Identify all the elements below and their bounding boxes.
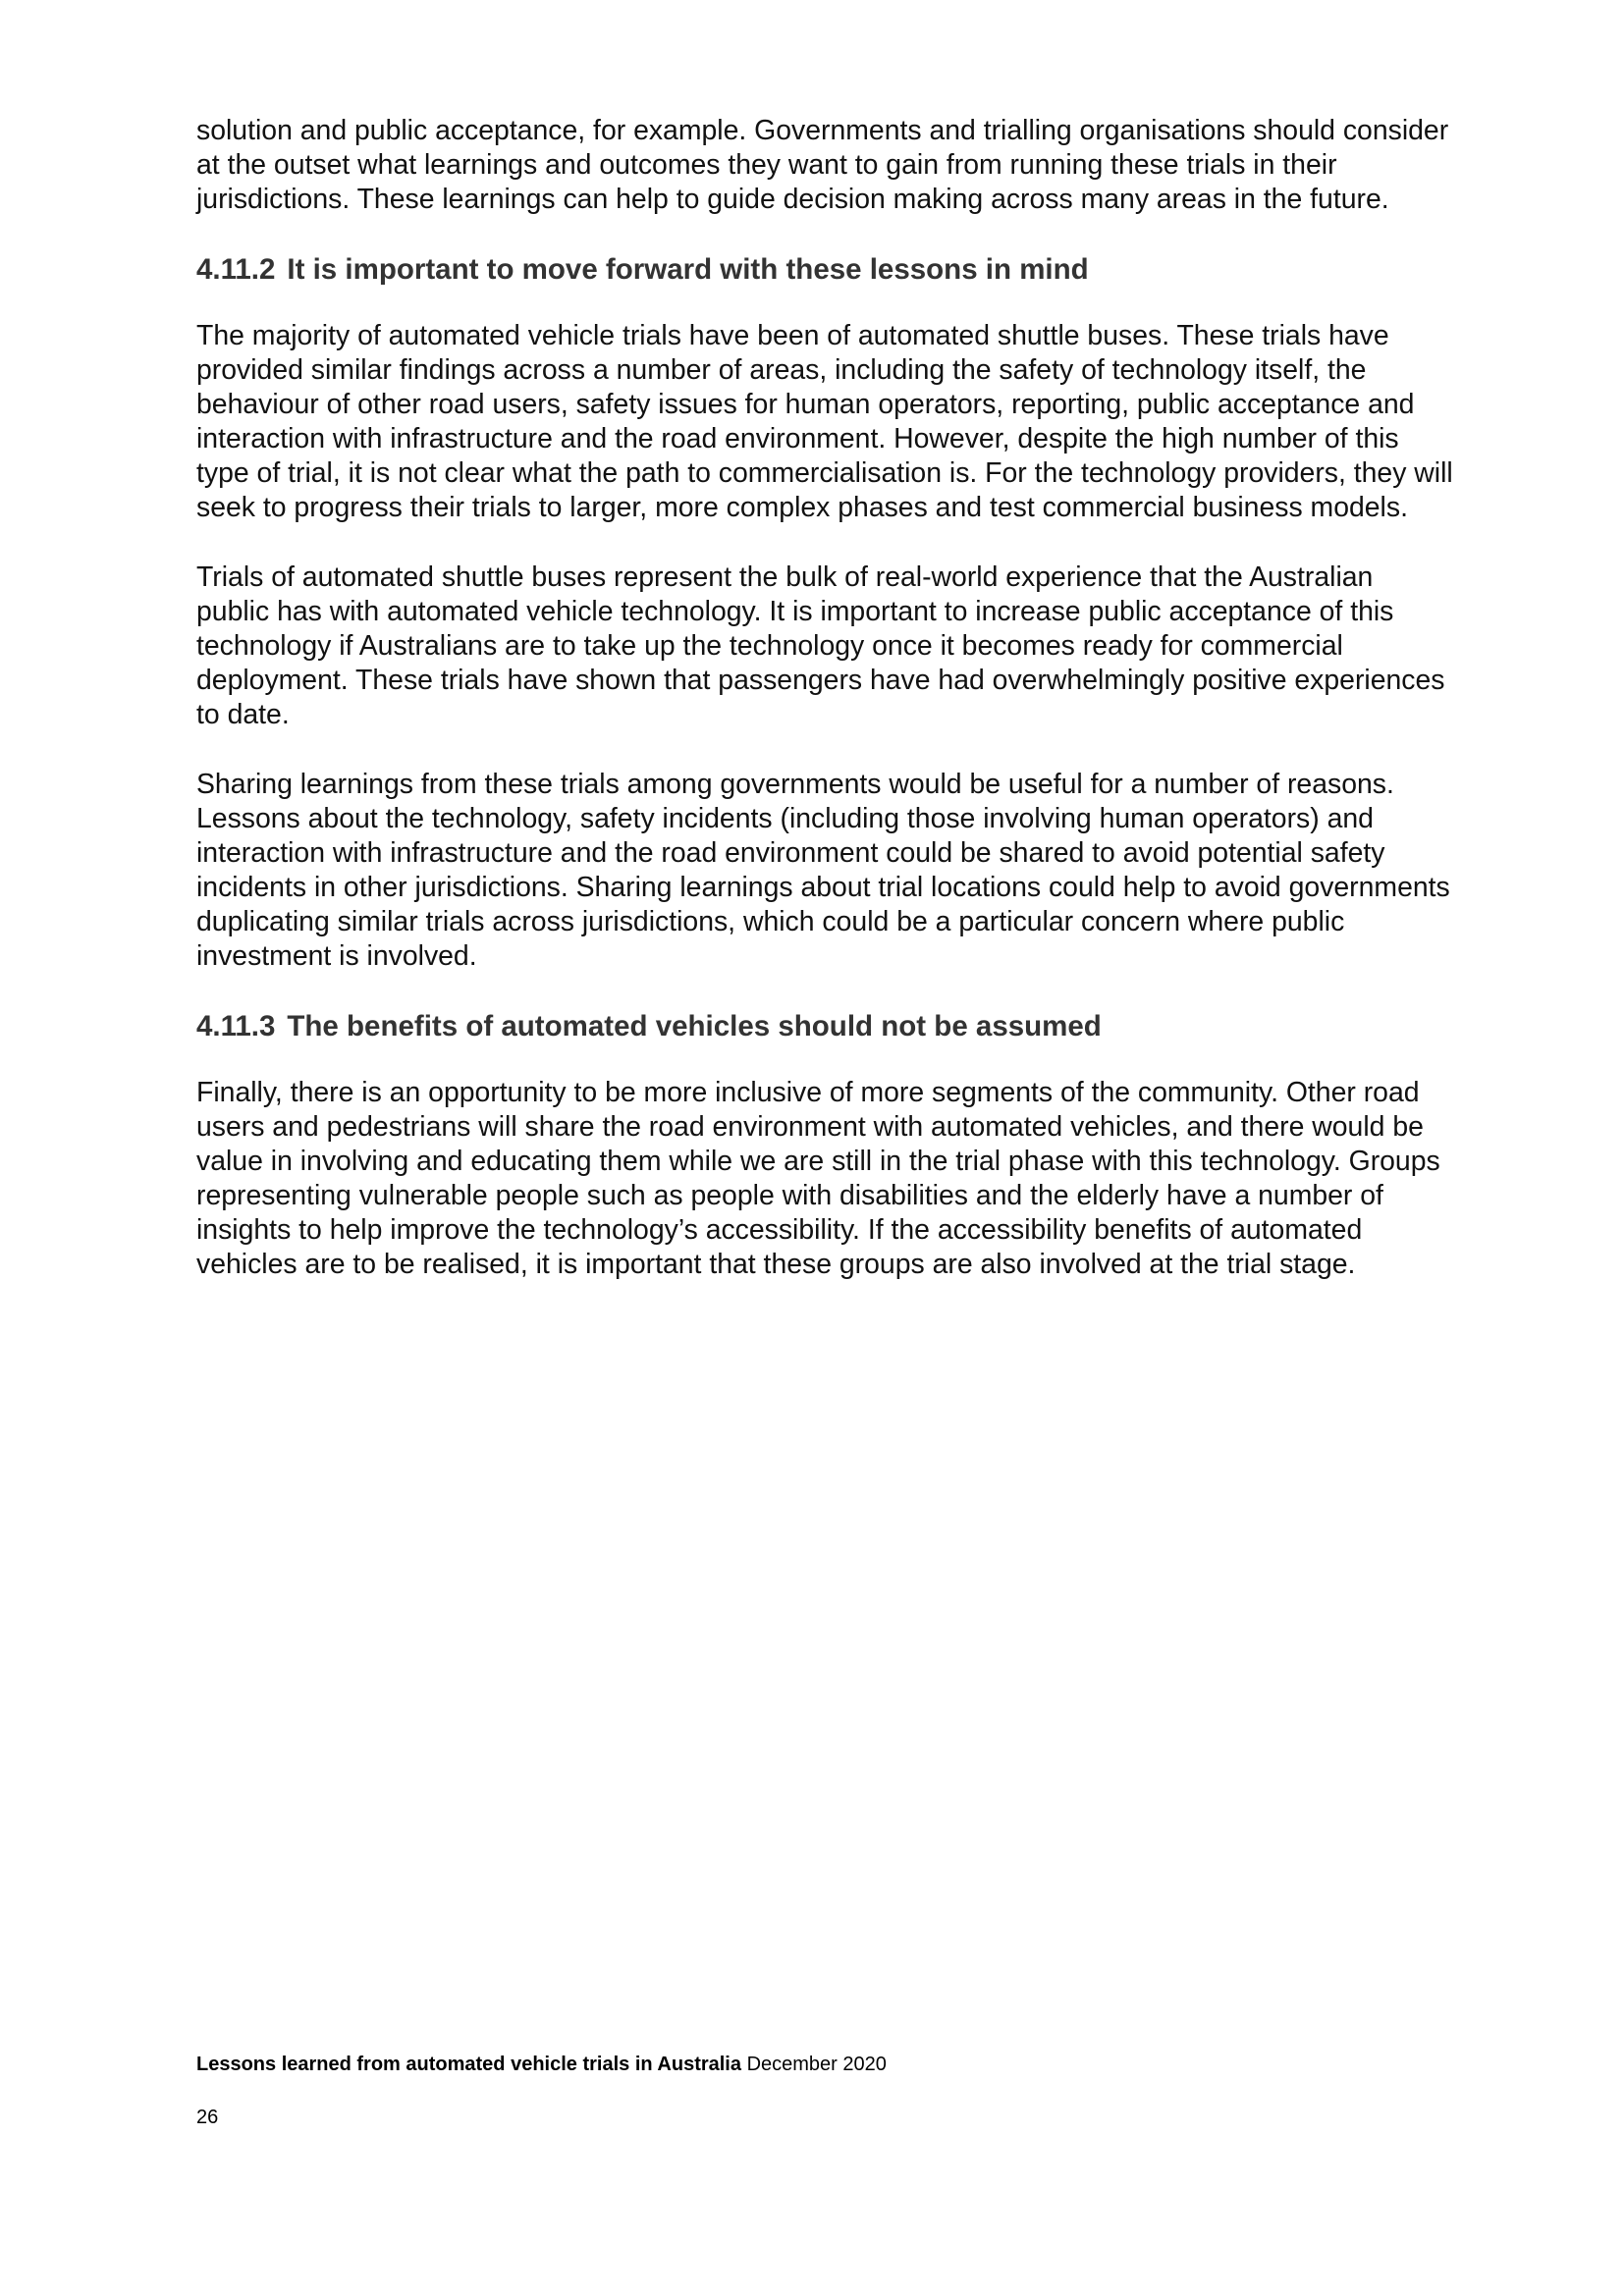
section-number: 4.11.2 [196, 253, 276, 286]
footer [196, 2053, 887, 2076]
footer-date: December 2020 [746, 2054, 887, 2075]
paragraph-inclusion: Finally, there is an opportunity to be more inclusive of more segments of the community. Other road users and pedestrians will share the road environment with automated vehicles, and there would be value in involving and educating them while we are still in the trial phase with this technology. Groups representing vulnerable people such as people with disabilities and the elderly have a number of insights to help improve the technology’s accessibility. If the accessibility benefits of automated vehicles are to be realised, it is important that these groups are also involved at the trial stage. [196, 1077, 1440, 1280]
paragraph-public-experience: Trials of automated shuttle buses represent the bulk of real-world experience that the Australian public has with automated vehicle technology. It is important to increase public acceptance of this technology if Australians are to take up the technology once it becomes ready for commercial deployment. These trials have shown that passengers have had overwhelmingly positive experiences to date. [196, 561, 1445, 730]
paragraph-intro: solution and public acceptance, for example. Governments and trialling organisations should consider at the outset what learnings and outcomes they want to gain from running these trials in their jurisdictions. These learnings can help to guide decision making across many areas in the future. [196, 115, 1449, 215]
section-title: It is important to move forward with these lessons in mind [287, 253, 1089, 286]
paragraph-sharing-learnings: Sharing learnings from these trials among governments would be useful for a number of reasons. Lessons about the technology, safety incidents (including those involving human operators) and interaction with infrastructure and the road environment could be shared to avoid potential safety incidents in other jurisdictions. Sharing learnings about trial locations could help to avoid governments duplicating similar trials across jurisdictions, which could be a particular concern where public investment is involved. [196, 769, 1450, 972]
section-number: 4.11.3 [196, 1010, 276, 1042]
section-heading-4-11-2 [196, 252, 1453, 287]
document-page [196, 114, 1453, 1317]
page-number: 26 [196, 2107, 219, 2128]
paragraph-shuttle-trials: The majority of automated vehicle trials have been of automated shuttle buses. These trials have provided similar findings across a number of areas, including the safety of technology itself, the behaviour of other road users, safety issues for human operators, reporting, public acceptance and interaction with infrastructure and the road environment. However, despite the high number of this type of trial, it is not clear what the path to commercialisation is. For the technology providers, they will seek to progress their trials to larger, more complex phases and test commercial business models. [196, 320, 1453, 523]
footer-document-title: Lessons learned from automated vehicle trials in Australia [196, 2054, 741, 2075]
section-title: The benefits of automated vehicles should not be assumed [287, 1010, 1102, 1042]
section-heading-4-11-3 [196, 1009, 1453, 1043]
